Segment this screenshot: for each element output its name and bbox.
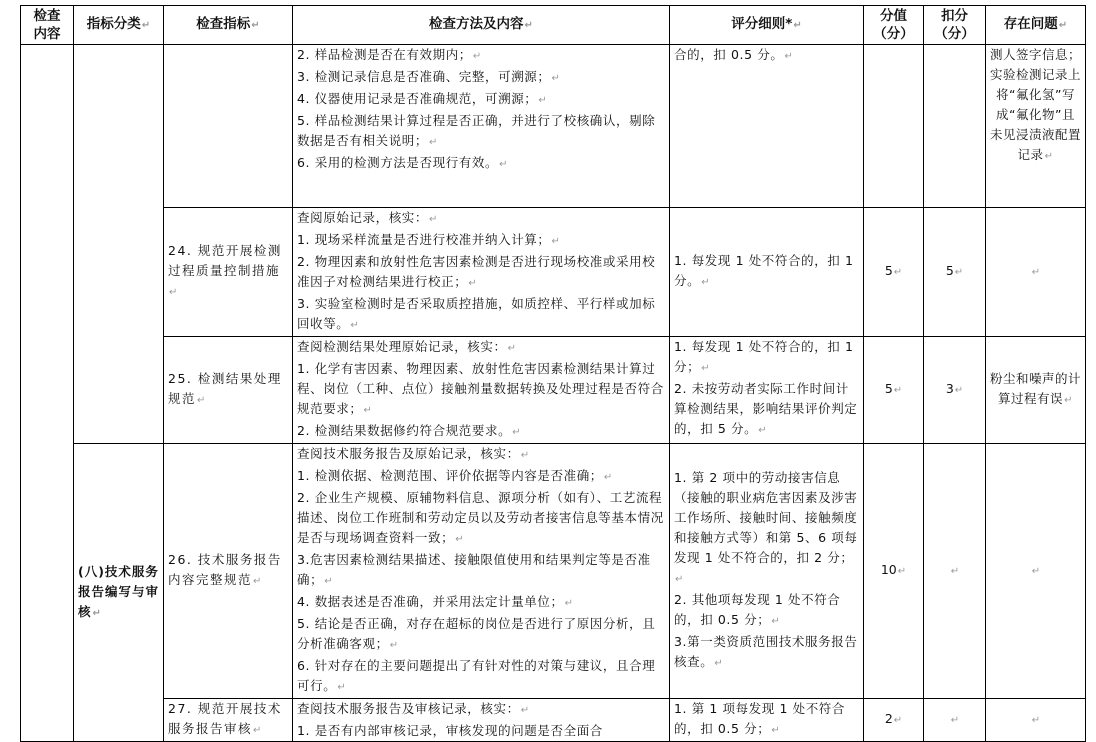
deduct-value: ↵ (924, 444, 986, 699)
header-category: 指标分类↵ (74, 6, 164, 45)
table-row (21, 337, 1086, 444)
method-line: 查阅技术服务报告及审核记录，核实：↵ (297, 701, 530, 716)
method-line: 4. 数据表述是否准确，并采用法定计量单位；↵ (297, 594, 574, 609)
indicator-cell: 24. 规范开展检测过程质量控制措施↵ (164, 208, 293, 337)
header-method: 检查方法及内容↵ (293, 6, 670, 45)
method-cell (293, 45, 670, 208)
method-line: 5. 样品检测结果计算过程是否正确，并进行了校核确认，剔除数据是否有相关说明；↵ (297, 113, 656, 148)
header-content: 检查 内容 (21, 6, 74, 45)
score-value: 5↵ (864, 208, 924, 337)
table-row (21, 444, 1086, 699)
score-value: 10↵ (864, 444, 924, 699)
scoring-cell (670, 444, 864, 699)
deduct-cell (924, 45, 986, 208)
header-indicator: 检查指标↵ (164, 6, 293, 45)
method-line: 1. 现场采样流量是否进行校准并纳入计算；↵ (297, 232, 561, 247)
method-cell (293, 699, 670, 742)
indicator-cell: 27. 规范开展技术服务报告审核↵ (164, 699, 293, 742)
score-value: 2↵ (864, 699, 924, 742)
problem-cell: ↵ (986, 208, 1086, 337)
method-cell (293, 208, 670, 337)
method-line: 1. 检测依据、检测范围、评价依据等内容是否准确；↵ (297, 468, 613, 483)
header-problem: 存在问题↵ (986, 6, 1086, 45)
scoring-line: 1. 每发现 1 处不符合的，扣 1 分。↵ (674, 253, 859, 288)
method-line: 3. 检测记录信息是否准确、完整，可溯源；↵ (297, 69, 561, 84)
scoring-line: 1. 每发现 1 处不符合的，扣 1 分；↵ (674, 339, 859, 374)
problem-cell: ↵ (986, 699, 1086, 742)
deduct-value: 5↵ (924, 208, 986, 337)
category-cell-empty (74, 45, 164, 444)
scoring-line: 1. 第 2 项中的劳动接害信息（接触的职业病危害因素及涉害工作场所、接触时间、接触频度和接触方式等）和第 5、6 项每发现 1 处不符合的，扣 2 分；↵ (674, 470, 858, 585)
indicator-cell-empty (164, 45, 293, 208)
method-line: 查阅原始记录，核实：↵ (297, 210, 438, 225)
scoring-cell (670, 208, 864, 337)
method-line: 6. 采用的检测方法是否现行有效。↵ (297, 155, 509, 170)
table-row (21, 699, 1086, 742)
method-line: 3.危害因素检测结果描述、接触限值使用和结果判定等是否准确；↵ (297, 552, 651, 587)
scoring-line: 2. 未按劳动者实际工作时间计算检测结果，影响结果评价判定的，扣 5 分。↵ (674, 381, 858, 436)
method-line: 查阅技术服务报告及原始记录，核实：↵ (297, 446, 530, 461)
indicator-cell: 26. 技术服务报告内容完整规范↵ (164, 444, 293, 699)
inspection-table (20, 5, 1086, 742)
scoring-cell (670, 45, 864, 208)
method-line: 4. 仪器使用记录是否准确规范，可溯源；↵ (297, 91, 548, 106)
header-scoring: 评分细则*↵ (670, 6, 864, 45)
method-line: 2. 企业生产规模、原辅物料信息、源项分析（如有）、工艺流程描述、岗位工作班制和劳动定员以及劳动者接害信息等基本情况是否与现场调查资料一致；↵ (297, 490, 664, 545)
header-deduct: 扣分 （分） (924, 6, 986, 45)
method-cell (293, 444, 670, 699)
method-line: 6. 针对存在的主要问题提出了有针对性的对策与建议，且合理可行。↵ (297, 658, 656, 693)
deduct-value: ↵ (924, 699, 986, 742)
method-line: 查阅检测结果处理原始记录，核实：↵ (297, 339, 517, 354)
problem-cell: 测人签字信息；实验检测记录上将“氟化氢”写成“氟化物”且未见浸渍液配置记录↵ (986, 45, 1086, 208)
scoring-line: 3.第一类资质范围技术服务报告核查。↵ (674, 634, 858, 669)
content-cell (21, 45, 74, 742)
scoring-cell (670, 699, 864, 742)
table-row (21, 208, 1086, 337)
indicator-cell: 25. 检测结果处理规范↵ (164, 337, 293, 444)
category-cell: (八)技术服务报告编写与审核↵ (74, 444, 164, 742)
method-line: 1. 是否有内部审核记录，审核发现的问题是否全面合 (297, 723, 603, 738)
problem-cell: ↵ (986, 444, 1086, 699)
score-cell (864, 45, 924, 208)
scoring-cell (670, 337, 864, 444)
deduct-value: 3↵ (924, 337, 986, 444)
scoring-line: 2. 其他项每发现 1 处不符合的，扣 0.5 分；↵ (674, 592, 841, 627)
table-header-row (21, 6, 1086, 45)
score-value: 5↵ (864, 337, 924, 444)
method-line: 2. 样品检测是否在有效期内；↵ (297, 47, 482, 62)
problem-cell: 粉尘和噪声的计算过程有误↵ (986, 337, 1086, 444)
method-line: 2. 检测结果数据修约符合规范要求。↵ (297, 423, 522, 438)
method-line: 3. 实验室检测时是否采取质控措施，如质控样、平行样或加标回收等。↵ (297, 296, 656, 331)
scoring-line: 合的，扣 0.5 分。↵ (674, 47, 794, 62)
method-line: 5. 结论是否正确，对存在超标的岗位是否进行了原因分析，且分析准确客观；↵ (297, 616, 656, 651)
method-cell (293, 337, 670, 444)
method-line: 1. 化学有害因素、物理因素、放射性危害因素检测结果计算过程、岗位（工种、点位）接触剂量数据转换及处理过程是否符合规范要求；↵ (297, 361, 664, 416)
table-row (21, 45, 1086, 208)
scoring-line: 1. 第 1 项每发现 1 处不符合的，扣 0.5 分；↵ (674, 701, 845, 736)
method-line: 2. 物理因素和放射性危害因素检测是否进行现场校准或采用校准因子对检测结果进行校正；↵ (297, 254, 656, 289)
header-score: 分值 （分） (864, 6, 924, 45)
